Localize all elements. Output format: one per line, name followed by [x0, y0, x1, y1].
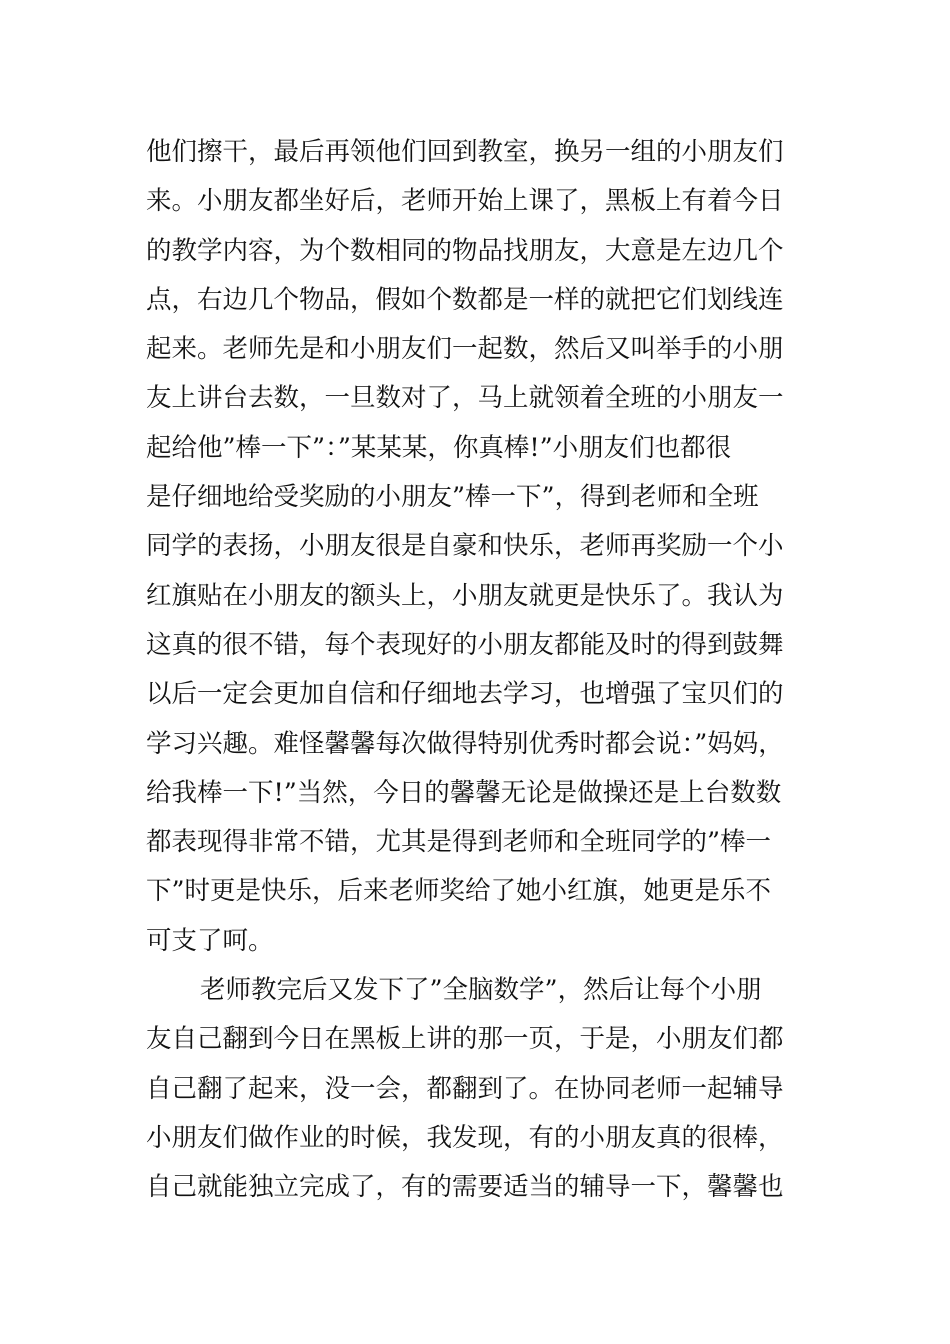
text-line: 起给他”棒一下”：”某某某，你真棒!”小朋友们也都很 — [146, 432, 732, 463]
text-line: 同学的表扬，小朋友很是自豪和快乐，老师再奖励一个小 — [146, 531, 784, 562]
text-line: 友上讲台去数，一旦数对了，马上就领着全班的小朋友一 — [146, 383, 784, 414]
text-line: 下”时更是快乐，后来老师奖给了她小红旗，她更是乐不 — [146, 876, 772, 907]
body-text — [146, 128, 816, 1213]
text-line: 来。小朋友都坐好后，老师开始上课了，黑板上有着今日 — [146, 186, 784, 217]
text-line: 这真的很不错，每个表现好的小朋友都能及时的得到鼓舞 — [146, 629, 784, 660]
text-line: 小朋友们做作业的时候，我发现，有的小朋友真的很棒， — [146, 1122, 784, 1153]
text-line: 以后一定会更加自信和仔细地去学习，也增强了宝贝们的 — [146, 679, 784, 710]
text-line: 给我棒一下!”当然，今日的馨馨无论是做操还是上台数数 — [146, 777, 782, 808]
text-line: 自己就能独立完成了，有的需要适当的辅导一下，馨馨也 — [146, 1172, 784, 1203]
text-line: 学习兴趣。难怪馨馨每次做得特别优秀时都会说：”妈妈， — [146, 728, 784, 759]
text-line: 他们擦干，最后再领他们回到教室，换另一组的小朋友们 — [146, 137, 784, 167]
text-line: 是仔细地给受奖励的小朋友”棒一下”，得到老师和全班 — [146, 482, 759, 513]
text-line: 可支了呵。 — [146, 925, 274, 956]
text-line: 红旗贴在小朋友的额头上，小朋友就更是快乐了。我认为 — [146, 580, 784, 611]
text-line: 的教学内容，为个数相同的物品找朋友，大意是左边几个 — [146, 235, 784, 266]
text-line: 起来。老师先是和小朋友们一起数，然后又叫举手的小朋 — [146, 334, 784, 365]
text-line: 点，右边几个物品，假如个数都是一样的就把它们划线连 — [146, 284, 784, 315]
text-line: 都表现得非常不错，尤其是得到老师和全班同学的”棒一 — [146, 827, 772, 858]
paragraph-start-line: 老师教完后又发下了”全脑数学”，然后让每个小朋 — [200, 975, 762, 1006]
text-line: 友自己翻到今日在黑板上讲的那一页，于是，小朋友们都 — [146, 1024, 784, 1055]
text-line: 自己翻了起来，没一会，都翻到了。在协同老师一起辅导 — [146, 1073, 784, 1104]
